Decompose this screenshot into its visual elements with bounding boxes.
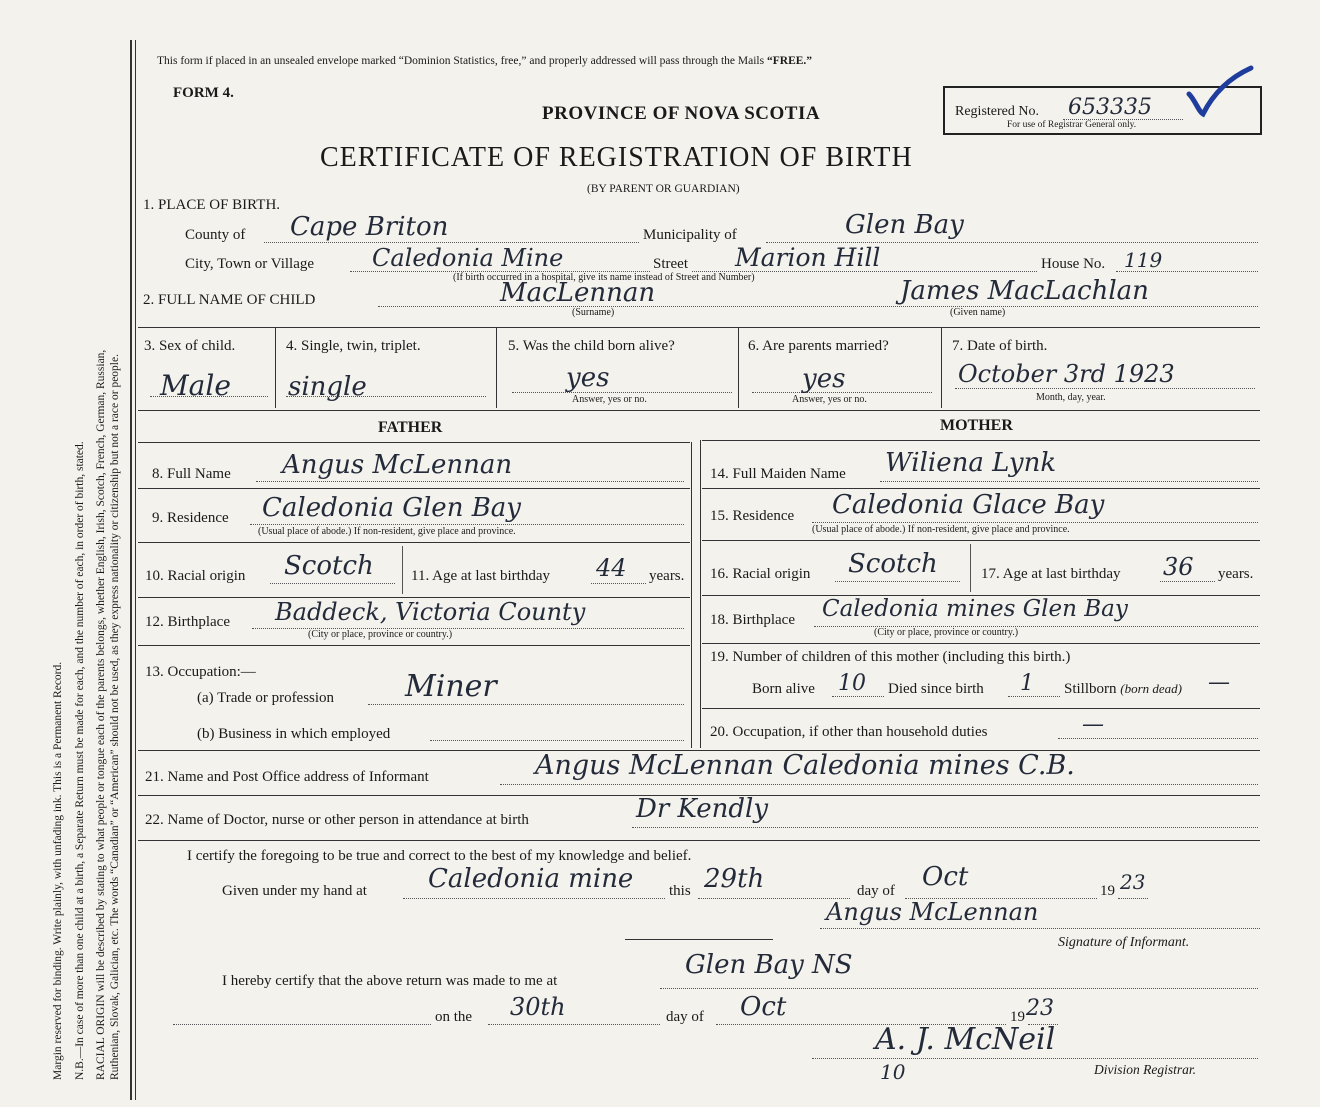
mother-residence-value: Caledonia Glace Bay	[832, 490, 1105, 520]
born-alive-count-label: Born alive	[752, 681, 815, 697]
rule-mother-left	[700, 440, 701, 748]
county-label: County of	[185, 227, 246, 243]
rule-row3-v2	[496, 328, 497, 408]
father-name-label: 8. Full Name	[152, 466, 231, 482]
stillborn-label: Stillborn (born dead)	[1064, 681, 1183, 697]
born-alive-value: yes	[566, 363, 610, 393]
father-trade-line	[368, 704, 684, 705]
county-value: Cape Briton	[290, 212, 449, 242]
child-surname: MacLennan	[500, 278, 656, 308]
rule-mother-16-17	[970, 544, 971, 592]
mother-residence-label: 15. Residence	[710, 508, 795, 524]
given-place-line	[403, 898, 665, 899]
registrar-place: Glen Bay NS	[685, 950, 853, 980]
doctor-line	[632, 827, 1258, 828]
year-prefix: 19	[1100, 883, 1115, 899]
rule-mother-19	[702, 708, 1260, 709]
father-racial-line	[270, 583, 395, 584]
born-alive-count-value: 10	[838, 671, 866, 696]
father-years-label: years.	[649, 568, 685, 584]
on-the-label: on the	[435, 1009, 473, 1025]
year-value: 23	[1120, 870, 1146, 894]
rule-mother-18	[702, 643, 1260, 644]
margin-note-1: Margin reserved for binding. Write plainly, with unfading ink. This is a Permanent Record.	[52, 661, 64, 1080]
margin-note-3: RACIAL ORIGIN will be described by stating to what people or tongue each of the parents belongs, whether English, Irish, Scotch, French, German, Russian,	[95, 349, 107, 1080]
rule-mother-head	[702, 440, 1260, 441]
rule-mother-14	[702, 488, 1260, 489]
registrar-mark: 10	[880, 1060, 906, 1084]
father-birthplace-label: 12. Birthplace	[145, 614, 230, 630]
father-name-line	[256, 481, 684, 482]
rule-father-8	[138, 488, 690, 489]
registrar-year: 23	[1026, 996, 1054, 1021]
mother-racial-label: 16. Racial origin	[710, 566, 811, 582]
mother-name-line	[880, 481, 1258, 482]
mother-residence-line	[812, 522, 1258, 523]
registrar-day: 30th	[510, 993, 566, 1021]
rule-father-head	[138, 442, 690, 443]
father-age-value: 44	[596, 554, 627, 582]
father-residence-value: Caledonia Glen Bay	[262, 493, 521, 523]
registrar-day-line	[488, 1024, 660, 1025]
father-business-line	[430, 740, 684, 741]
father-residence-line	[250, 524, 684, 525]
certify-statement: I certify the foregoing to be true and correct to the best of my knowledge and belief.	[187, 848, 692, 864]
born-alive-count-line	[832, 696, 884, 697]
father-name-value: Angus McLennan	[282, 450, 513, 480]
form-number: FORM 4.	[173, 85, 234, 101]
plurality-label: 4. Single, twin, triplet.	[286, 338, 421, 354]
registrar-signature-line	[812, 1058, 1258, 1059]
father-business-label: (b) Business in which employed	[197, 726, 391, 742]
born-alive-line	[512, 392, 732, 393]
mother-children-label: 19. Number of children of this mother (including this birth.)	[710, 649, 1071, 665]
father-trade-value: Miner	[405, 669, 497, 704]
rule-row22-bottom	[138, 840, 1260, 841]
municipality-value: Glen Bay	[845, 210, 964, 240]
short-rule	[625, 939, 773, 940]
plurality-value: single	[288, 372, 367, 402]
month-value: Oct	[922, 862, 969, 892]
mother-occupation-label: 20. Occupation, if other than household duties	[710, 724, 988, 740]
date-of-birth-value: October 3rd 1923	[958, 360, 1175, 388]
father-racial-value: Scotch	[284, 551, 374, 581]
registered-label: Registered No.	[955, 104, 1039, 119]
given-place-value: Caledonia mine	[428, 864, 634, 894]
rule-row3-bottom	[138, 410, 1260, 411]
father-heading: FATHER	[378, 419, 443, 436]
year-line	[1118, 898, 1148, 899]
certificate-title: CERTIFICATE OF REGISTRATION OF BIRTH	[320, 142, 913, 173]
margin-note-4: Ruthenian, Slovak, Galician, etc. The words “Canadian” or “American” should not be used, as they express nationality or citizenship but not a race or people.	[109, 354, 121, 1080]
city-value: Caledonia Mine	[372, 244, 564, 272]
date-of-birth-line	[955, 388, 1255, 389]
child-name-label: 2. FULL NAME OF CHILD	[143, 292, 316, 308]
father-birthplace-value: Baddeck, Victoria County	[275, 598, 586, 626]
informant-line	[500, 784, 1258, 785]
doctor-label: 22. Name of Doctor, nurse or other person in attendance at birth	[145, 812, 529, 828]
this-label: this	[669, 883, 691, 899]
registrar-lead-line	[173, 1024, 431, 1025]
mother-birthplace-caption: (City or place, province or country.)	[874, 627, 1019, 638]
father-residence-caption: (Usual place of abode.) If non-resident, give place and province.	[258, 526, 516, 537]
born-alive-label: 5. Was the child born alive?	[508, 338, 675, 354]
rule-father-10-11	[402, 546, 403, 594]
mother-age-label: 17. Age at last birthday	[981, 566, 1121, 582]
mother-birthplace-value: Caledonia mines Glen Bay	[822, 596, 1128, 622]
registrar-caption: Division Registrar.	[1094, 1062, 1197, 1077]
mother-occupation-line	[1058, 738, 1258, 739]
street-label: Street	[653, 256, 688, 272]
place-of-birth-label: 1. PLACE OF BIRTH.	[143, 197, 281, 213]
rule-row3-v4	[941, 328, 942, 408]
registrar-day-of-label: day of	[666, 1009, 704, 1025]
child-given-name: James MacLachlan	[900, 276, 1149, 306]
informant-signature-line	[820, 928, 1260, 929]
mother-years-label: years.	[1218, 566, 1254, 582]
rule-father-9	[138, 542, 690, 543]
rule-row3-top	[138, 327, 1260, 328]
mother-birthplace-label: 18. Birthplace	[710, 612, 795, 628]
born-alive-caption: Answer, yes or no.	[572, 394, 647, 405]
sex-label: 3. Sex of child.	[144, 338, 236, 354]
house-label: House No.	[1041, 256, 1106, 272]
informant-value: Angus McLennan Caledonia mines C.B.	[535, 750, 1075, 781]
parents-married-label: 6. Are parents married?	[748, 338, 889, 354]
date-of-birth-label: 7. Date of birth.	[952, 338, 1048, 354]
street-value: Marion Hill	[735, 243, 881, 272]
parents-married-caption: Answer, yes or no.	[792, 394, 867, 405]
rule-row3-v1	[275, 328, 276, 408]
mother-residence-caption: (Usual place of abode.) If non-resident, give place and province.	[812, 524, 1070, 535]
sex-value: Male	[160, 369, 231, 402]
mother-age-line	[1160, 581, 1215, 582]
stillborn-value: —	[1208, 670, 1230, 695]
hospital-note: (If birth occurred in a hospital, give its name instead of Street and Number)	[453, 272, 755, 283]
municipality-label: Municipality of	[643, 227, 737, 243]
mother-age-value: 36	[1163, 553, 1194, 581]
certificate-subtitle: (BY PARENT OR GUARDIAN)	[587, 183, 740, 195]
mother-heading: MOTHER	[940, 417, 1013, 434]
city-label: City, Town or Village	[185, 256, 315, 272]
day-value: 29th	[704, 864, 765, 894]
postal-note: This form if placed in an unsealed envelope marked “Dominion Statistics, free,” and properly addressed will pass through the Mails “FREE.”	[157, 55, 813, 67]
house-value: 119	[1124, 248, 1163, 272]
parents-married-value: yes	[802, 364, 846, 394]
rule-mother-15	[702, 540, 1260, 541]
father-age-label: 11. Age at last birthday	[411, 568, 550, 584]
margin-notes	[0, 0, 120, 1080]
died-since-birth-line	[1008, 696, 1060, 697]
died-since-birth-label: Died since birth	[888, 681, 984, 697]
rule-father-right	[691, 442, 692, 748]
rule-row3-v3	[738, 328, 739, 408]
registrar-signature: A. J. McNeil	[875, 1022, 1056, 1057]
mother-name-value: Wiliena Lynk	[885, 448, 1057, 478]
margin-note-2: N.B.—In case of more than one child at a birth, a Separate Return must be made for each, and the number of each, in order of birth, stated.	[74, 441, 86, 1080]
given-under-label: Given under my hand at	[222, 883, 367, 899]
day-of-label: day of	[857, 883, 895, 899]
rule-father-12	[138, 645, 690, 646]
registrar-year-prefix: 19	[1010, 1009, 1025, 1025]
margin-rule-outer	[130, 40, 132, 1100]
mother-name-label: 14. Full Maiden Name	[710, 466, 846, 482]
doctor-value: Dr Kendly	[636, 794, 769, 824]
check-mark-icon	[1185, 64, 1255, 122]
father-occupation-label: 13. Occupation:—	[145, 664, 256, 680]
county-line	[264, 242, 639, 243]
surname-caption: (Surname)	[572, 307, 615, 318]
mother-racial-line	[835, 581, 960, 582]
father-residence-label: 9. Residence	[152, 510, 229, 526]
mother-occupation-value: —	[1082, 712, 1104, 737]
registrar-statement: I hereby certify that the above return was made to me at	[222, 973, 558, 989]
signature-caption: Signature of Informant.	[1058, 935, 1190, 950]
informant-label: 21. Name and Post Office address of Informant	[145, 769, 429, 785]
died-since-birth-value: 1	[1020, 671, 1034, 696]
registrar-month: Oct	[740, 992, 787, 1022]
informant-signature: Angus McLennan	[826, 898, 1039, 926]
father-trade-label: (a) Trade or profession	[197, 690, 335, 706]
registrar-place-line	[660, 988, 1258, 989]
given-caption: (Given name)	[950, 307, 1006, 318]
father-racial-label: 10. Racial origin	[145, 568, 246, 584]
province-heading: PROVINCE OF NOVA SCOTIA	[542, 103, 821, 124]
date-of-birth-caption: Month, day, year.	[1036, 392, 1106, 403]
registrar-use-note: For use of Registrar General only.	[1007, 120, 1137, 130]
father-age-line	[591, 583, 646, 584]
mother-racial-value: Scotch	[848, 549, 938, 579]
margin-rule-inner	[135, 40, 136, 1100]
registered-number: 653335	[1068, 95, 1152, 120]
father-birthplace-caption: (City or place, province or country.)	[308, 629, 453, 640]
